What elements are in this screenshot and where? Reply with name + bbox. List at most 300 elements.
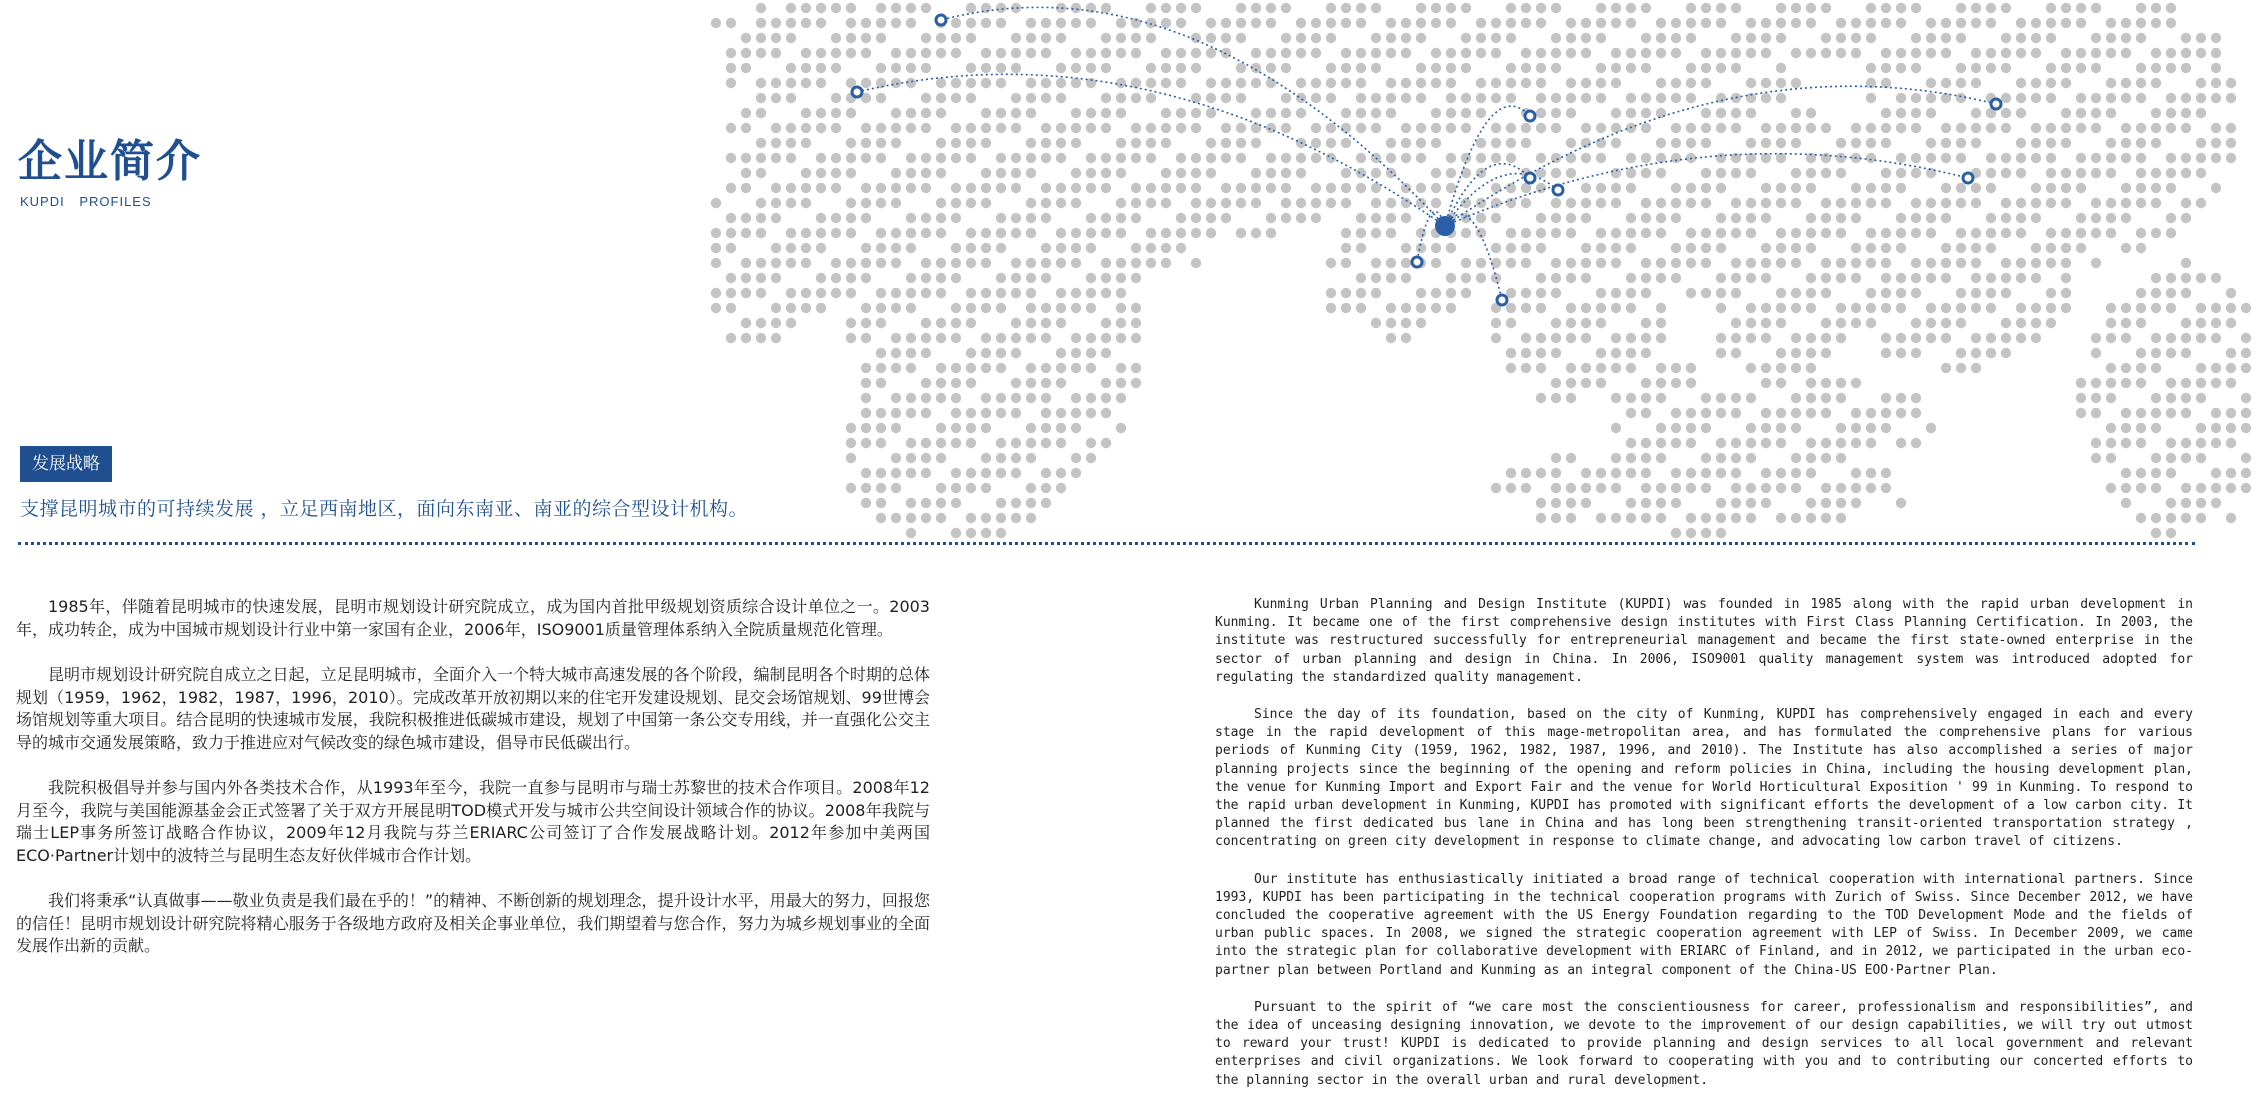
map-dot [1176, 3, 1186, 13]
map-dot [1551, 48, 1561, 58]
map-dot [996, 363, 1006, 373]
map-dot [1881, 348, 1891, 358]
map-dot [2166, 333, 2176, 343]
map-dot [2121, 468, 2131, 478]
map-dot [1041, 258, 1051, 268]
map-dot [1386, 33, 1396, 43]
map-dot [1341, 3, 1351, 13]
map-dot [1806, 363, 1816, 373]
map-dot [1476, 168, 1486, 178]
map-dot [1926, 228, 1936, 238]
map-dot [1761, 438, 1771, 448]
location-marker [1497, 295, 1507, 305]
map-dot [1191, 3, 1201, 13]
map-dot [1656, 78, 1666, 88]
map-dot [2046, 318, 2056, 328]
map-dot [996, 348, 1006, 358]
map-dot [1011, 378, 1021, 388]
map-dot [816, 303, 826, 313]
map-dot [1056, 288, 1066, 298]
map-dot [1371, 33, 1381, 43]
map-dot [1221, 153, 1231, 163]
map-dot [1851, 33, 1861, 43]
map-dot [1341, 183, 1351, 193]
map-dot [846, 288, 856, 298]
map-dot [1491, 33, 1501, 43]
map-dot [831, 123, 841, 133]
map-dot [1716, 513, 1726, 523]
map-dot [1101, 153, 1111, 163]
map-dot [966, 468, 976, 478]
map-dot [2061, 183, 2071, 193]
map-dot [1641, 483, 1651, 493]
map-dot [1731, 198, 1741, 208]
map-dot [1671, 198, 1681, 208]
map-dot [2151, 468, 2161, 478]
map-dot [1911, 198, 1921, 208]
map-dot [1746, 228, 1756, 238]
map-dot [1566, 378, 1576, 388]
map-dot [1701, 3, 1711, 13]
map-dot [1101, 48, 1111, 58]
map-dot [981, 258, 991, 268]
map-dot [2136, 438, 2146, 448]
map-dot [2181, 48, 2191, 58]
map-dot [936, 453, 946, 463]
map-dot [1056, 423, 1066, 433]
map-dot [1431, 18, 1441, 28]
map-dot [2031, 213, 2041, 223]
map-dot [1116, 393, 1126, 403]
map-dot [2166, 288, 2176, 298]
map-dot [1101, 288, 1111, 298]
map-dot [1581, 213, 1591, 223]
map-dot [1851, 318, 1861, 328]
map-dot [906, 78, 916, 88]
map-dot [1566, 513, 1576, 523]
map-dot [1071, 18, 1081, 28]
map-dot [1611, 393, 1621, 403]
map-dot [1956, 183, 1966, 193]
map-dot [2121, 408, 2131, 418]
map-dot [2001, 63, 2011, 73]
map-dot [1551, 333, 1561, 343]
map-dot [1371, 48, 1381, 58]
map-dot [1341, 243, 1351, 253]
map-dot [1311, 33, 1321, 43]
map-dot [1566, 18, 1576, 28]
map-dot [2016, 273, 2026, 283]
map-dot [1776, 123, 1786, 133]
map-dot [1656, 108, 1666, 118]
map-dot [1686, 408, 1696, 418]
map-dot [1026, 423, 1036, 433]
map-dot [1506, 123, 1516, 133]
map-dot [1866, 303, 1876, 313]
map-dot [2121, 318, 2131, 328]
map-dot [1026, 48, 1036, 58]
map-dot [1086, 333, 1096, 343]
map-dot [771, 123, 781, 133]
map-dot [1656, 198, 1666, 208]
map-dot [1221, 18, 1231, 28]
map-dot [906, 123, 916, 133]
map-dot [2196, 318, 2206, 328]
map-dot [1956, 138, 1966, 148]
map-dot [2196, 498, 2206, 508]
map-dot [2091, 393, 2101, 403]
map-dot [2151, 183, 2161, 193]
map-dot [1221, 33, 1231, 43]
map-dot [1026, 483, 1036, 493]
map-dot [1791, 258, 1801, 268]
map-dot [2166, 123, 2176, 133]
map-dot [1596, 468, 1606, 478]
map-dot [1746, 303, 1756, 313]
map-dot [996, 468, 1006, 478]
map-dot [726, 153, 736, 163]
map-dot [846, 318, 856, 328]
map-dot [1716, 3, 1726, 13]
map-dot [906, 228, 916, 238]
map-dot [1431, 198, 1441, 208]
map-dot [1101, 393, 1111, 403]
map-dot [1926, 48, 1936, 58]
map-dot [2211, 48, 2221, 58]
map-dot [1881, 393, 1891, 403]
map-dot [831, 258, 841, 268]
map-dot [1581, 333, 1591, 343]
map-dot [1731, 513, 1741, 523]
map-dot [1806, 123, 1816, 133]
map-dot [1371, 93, 1381, 103]
map-dot [951, 408, 961, 418]
map-dot [921, 213, 931, 223]
map-dot [1566, 168, 1576, 178]
map-dot [1146, 138, 1156, 148]
map-dot [1536, 123, 1546, 133]
map-dot [1581, 303, 1591, 313]
map-dot [1026, 318, 1036, 328]
map-dot [1671, 153, 1681, 163]
map-dot [861, 363, 871, 373]
map-dot [1086, 288, 1096, 298]
map-dot [1116, 273, 1126, 283]
map-dot [1011, 63, 1021, 73]
map-dot [1701, 228, 1711, 238]
map-dot [1476, 273, 1486, 283]
map-dot [876, 123, 886, 133]
map-dot [1626, 18, 1636, 28]
map-dot [1821, 123, 1831, 133]
en-paragraph: Pursuant to the spirit of “we care most the conscientiousness for career, professionalism and responsibilities”, and the idea of unceasing designing innovation, we devote to the improvement of our design capabilities, we will try out utmost to reward your trust! KUPDI is dedicated to provide planning and design services to all local government and relevant enterprises and civil organizations. We look forward to cooperating with you and to contributing our concerted efforts to the planning sector in the overall urban and rural development. [1215, 999, 2193, 1088]
map-dot [2136, 153, 2146, 163]
map-dot [1356, 288, 1366, 298]
map-dot [1746, 198, 1756, 208]
map-dot [2166, 228, 2176, 238]
map-dot [2151, 393, 2161, 403]
map-dot [2121, 78, 2131, 88]
map-dot [2166, 438, 2176, 448]
map-dot [2166, 18, 2176, 28]
map-dot [1806, 228, 1816, 238]
map-dot [2226, 408, 2236, 418]
map-dot [2196, 378, 2206, 388]
map-dot [1041, 468, 1051, 478]
map-dot [1911, 168, 1921, 178]
map-dot [1881, 18, 1891, 28]
map-dot [2001, 258, 2011, 268]
map-dot [1446, 18, 1456, 28]
map-dot [1551, 288, 1561, 298]
map-dot [1671, 138, 1681, 148]
map-dot [1041, 153, 1051, 163]
map-dot [891, 513, 901, 523]
map-dot [906, 348, 916, 358]
map-dot [1746, 213, 1756, 223]
map-dot [2211, 468, 2221, 478]
map-dot [1626, 273, 1636, 283]
map-dot [1881, 468, 1891, 478]
map-dot [1626, 243, 1636, 253]
map-dot [1116, 318, 1126, 328]
map-dot [1746, 453, 1756, 463]
map-dot [2211, 183, 2221, 193]
map-dot [1056, 18, 1066, 28]
map-dot [2196, 33, 2206, 43]
map-dot [1851, 243, 1861, 253]
map-dot [1356, 108, 1366, 118]
map-dot [1536, 93, 1546, 103]
map-dot [1641, 318, 1651, 328]
map-dot [1356, 243, 1366, 253]
map-dot [2001, 333, 2011, 343]
map-dot [1776, 348, 1786, 358]
map-dot [1776, 18, 1786, 28]
map-dot [1326, 288, 1336, 298]
map-dot [1611, 483, 1621, 493]
map-dot [1566, 273, 1576, 283]
map-dot [1836, 33, 1846, 43]
map-dot [1926, 198, 1936, 208]
map-dot [1326, 63, 1336, 73]
map-dot [2091, 63, 2101, 73]
map-dot [906, 213, 916, 223]
map-dot [1791, 483, 1801, 493]
map-dot [1911, 213, 1921, 223]
map-dot [906, 363, 916, 373]
map-dot [1776, 198, 1786, 208]
map-dot [1836, 378, 1846, 388]
map-dot [906, 168, 916, 178]
map-dot [1686, 423, 1696, 433]
map-dot [2031, 258, 2041, 268]
map-dot [1806, 393, 1816, 403]
map-dot [921, 108, 931, 118]
map-dot [846, 153, 856, 163]
map-dot [1191, 228, 1201, 238]
map-dot [1251, 3, 1261, 13]
map-dot [1311, 123, 1321, 133]
map-dot [1641, 408, 1651, 418]
map-dot [1896, 168, 1906, 178]
map-dot [1746, 108, 1756, 118]
map-dot [1341, 78, 1351, 88]
map-dot [1386, 198, 1396, 208]
map-dot [2151, 3, 2161, 13]
map-dot [1521, 138, 1531, 148]
map-dot [1551, 213, 1561, 223]
map-dot [1821, 153, 1831, 163]
location-marker [936, 15, 946, 25]
map-dot [2151, 48, 2161, 58]
map-dot [2031, 153, 2041, 163]
map-dot [1206, 93, 1216, 103]
map-dot [921, 288, 931, 298]
map-dot [2166, 303, 2176, 313]
map-dot [1701, 423, 1711, 433]
map-dot [2121, 48, 2131, 58]
map-dot [2211, 33, 2221, 43]
map-dot [1251, 78, 1261, 88]
map-dot [2196, 363, 2206, 373]
map-dot [891, 183, 901, 193]
map-dot [1431, 288, 1441, 298]
map-dot [1416, 138, 1426, 148]
map-dot [1266, 213, 1276, 223]
map-dot [2121, 378, 2131, 388]
map-dot [1881, 258, 1891, 268]
map-dot [1881, 408, 1891, 418]
map-dot [801, 183, 811, 193]
map-dot [2121, 243, 2131, 253]
map-dot [1851, 423, 1861, 433]
map-dot [1716, 63, 1726, 73]
map-dot [1596, 288, 1606, 298]
map-dot [906, 468, 916, 478]
map-dot [2166, 393, 2176, 403]
map-dot [2031, 198, 2041, 208]
map-dot [1371, 258, 1381, 268]
map-dot [1311, 138, 1321, 148]
map-dot [1296, 78, 1306, 88]
map-dot [996, 3, 1006, 13]
map-dot [1911, 153, 1921, 163]
map-dot [1191, 33, 1201, 43]
map-dot [1491, 78, 1501, 88]
map-dot [2046, 198, 2056, 208]
map-dot [2046, 183, 2056, 193]
map-dot [1071, 108, 1081, 118]
map-dot [1836, 438, 1846, 448]
map-dot [2091, 153, 2101, 163]
map-dot [1626, 438, 1636, 448]
map-dot [951, 48, 961, 58]
map-dot [891, 78, 901, 88]
map-dot [1041, 363, 1051, 373]
map-dot [2166, 468, 2176, 478]
map-dot [1071, 348, 1081, 358]
map-dot [1656, 513, 1666, 523]
map-dot [1416, 303, 1426, 313]
map-dot [1461, 288, 1471, 298]
map-dot [1596, 483, 1606, 493]
map-dot [1596, 123, 1606, 133]
map-dot [981, 333, 991, 343]
map-dot [1746, 318, 1756, 328]
map-dot [2136, 138, 2146, 148]
map-dot [2136, 198, 2146, 208]
map-dot [2166, 93, 2176, 103]
map-dot [1836, 423, 1846, 433]
map-dot [966, 63, 976, 73]
map-dot [1401, 33, 1411, 43]
map-dot [1596, 513, 1606, 523]
map-dot [1611, 198, 1621, 208]
map-dot [1911, 93, 1921, 103]
map-dot [1521, 48, 1531, 58]
map-dot [2151, 273, 2161, 283]
map-dot [1791, 513, 1801, 523]
map-dot [2226, 483, 2236, 493]
map-dot [1206, 213, 1216, 223]
map-dot [1071, 423, 1081, 433]
map-dot [1101, 108, 1111, 118]
map-dot [1506, 63, 1516, 73]
map-dot [921, 168, 931, 178]
map-dot [2181, 408, 2191, 418]
map-dot [1116, 108, 1126, 118]
map-dot [1281, 3, 1291, 13]
map-dot [906, 48, 916, 58]
map-dot [2076, 153, 2086, 163]
map-dot [1941, 78, 1951, 88]
map-dot [951, 153, 961, 163]
map-dot [1206, 78, 1216, 88]
map-dot [1326, 93, 1336, 103]
map-dot [1386, 138, 1396, 148]
map-dot [1491, 318, 1501, 328]
map-dot [1431, 303, 1441, 313]
map-dot [1626, 183, 1636, 193]
map-dot [1761, 198, 1771, 208]
map-dot [921, 48, 931, 58]
map-dot [1716, 498, 1726, 508]
map-dot [936, 318, 946, 328]
map-dot [936, 363, 946, 373]
map-dot [876, 423, 886, 433]
map-dot [2136, 288, 2146, 298]
map-dot [1116, 18, 1126, 28]
map-dot [846, 33, 856, 43]
map-dot [2181, 333, 2191, 343]
map-dot [966, 318, 976, 328]
map-dot [1071, 363, 1081, 373]
map-dot [1776, 378, 1786, 388]
map-dot [2166, 513, 2176, 523]
map-dot [1746, 423, 1756, 433]
map-dot [1131, 153, 1141, 163]
map-dot [891, 48, 901, 58]
map-dot [2061, 288, 2071, 298]
map-dot [966, 513, 976, 523]
map-dot [1716, 48, 1726, 58]
map-dot [2091, 258, 2101, 268]
map-dot [1866, 33, 1876, 43]
map-dot [1866, 468, 1876, 478]
map-dot [1056, 258, 1066, 268]
map-dot [801, 228, 811, 238]
